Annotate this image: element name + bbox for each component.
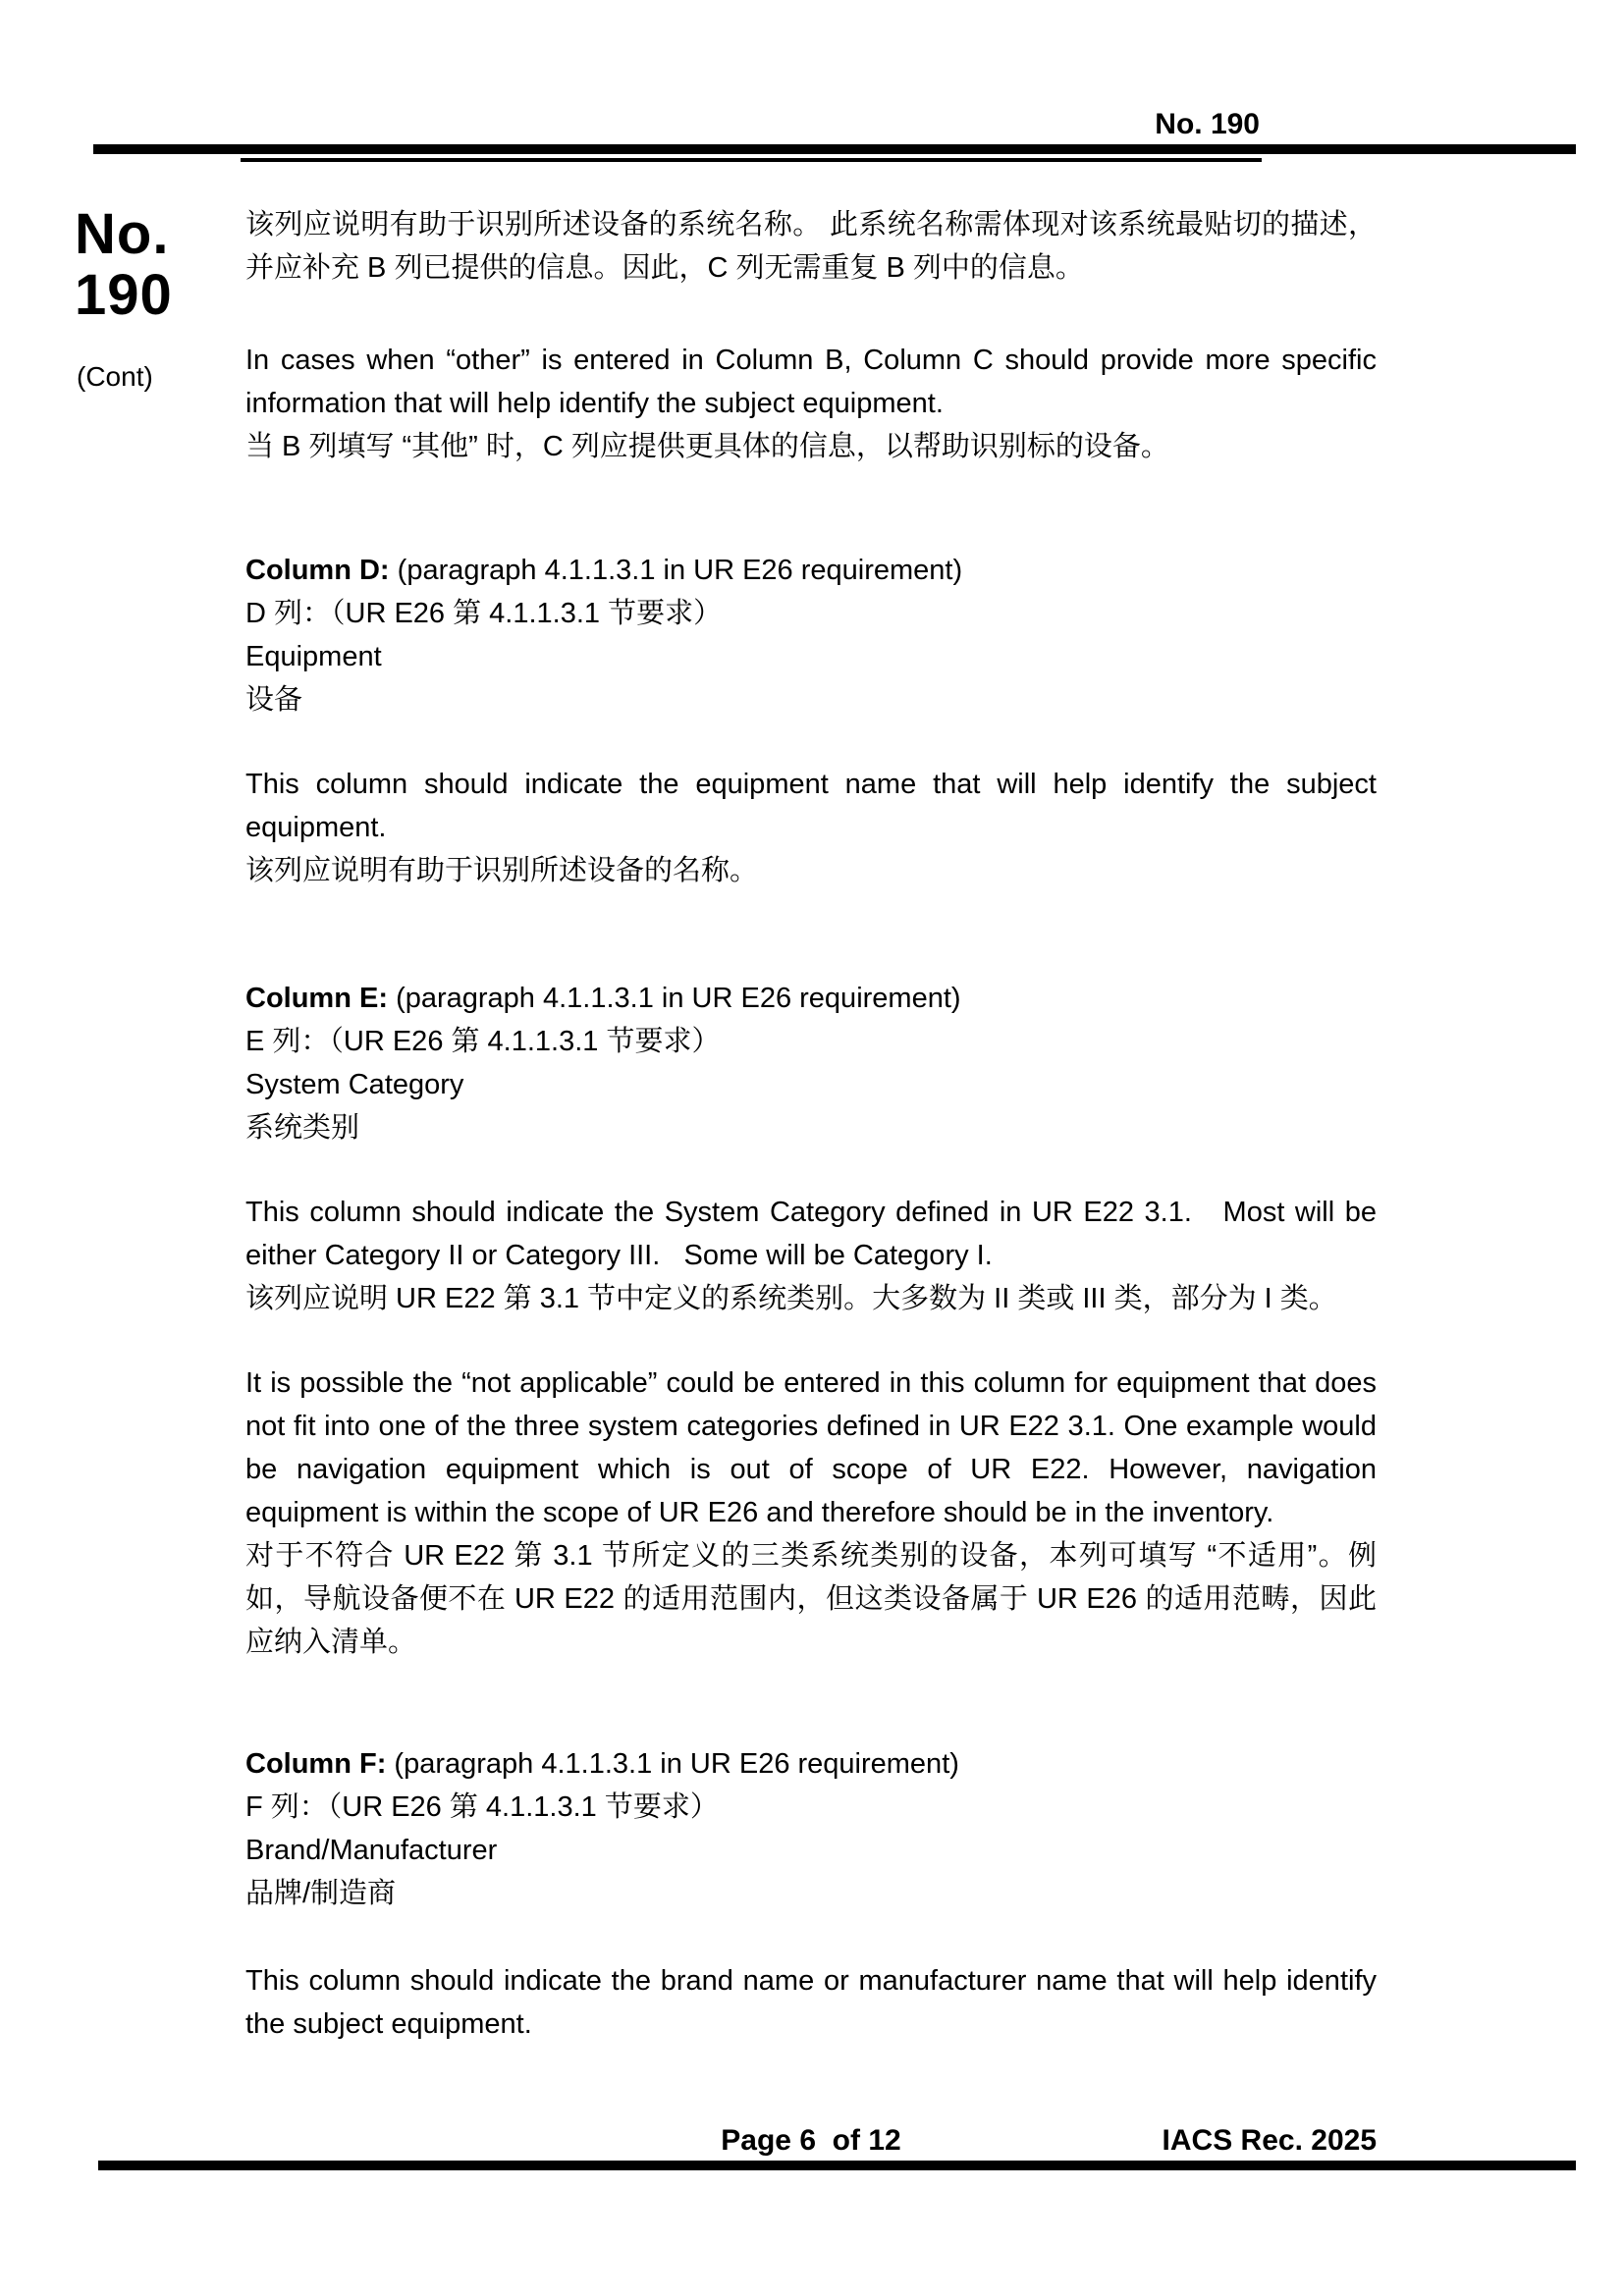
- column-e-heading: [245, 977, 1377, 1020]
- header-rule-thick: [93, 144, 1576, 154]
- document-body: [245, 162, 1377, 2046]
- column-f-heading-zh: F 列：（UR E26 第 4.1.1.3.1 节要求）: [245, 1791, 719, 1823]
- column-d-para-en: This column should indicate the equipment name that will help identify the subject equipment.: [245, 769, 1377, 843]
- page-footer: [245, 2124, 1377, 2158]
- doc-cont-label: (Cont): [77, 361, 153, 392]
- footer-page-number: Page 6 of 12: [721, 2124, 901, 2157]
- footer-rule: [98, 2161, 1576, 2170]
- column-f-term-zh: 品牌/制造商: [245, 1878, 397, 1909]
- column-f-term-en: Brand/Manufacturer: [245, 1835, 498, 1866]
- intro-paragraph-zh: 该列应说明有助于识别所述设备的系统名称。 此系统名称需体现对该系统最贴切的描述， 并应补充 B 列已提供的信息。因此，C 列无需重复 B 列中的信息。: [245, 209, 1377, 284]
- column-e-heading-rest: (paragraph 4.1.1.3.1 in UR E26 requirement): [396, 983, 961, 1014]
- doc-number-line1: No.: [75, 202, 170, 266]
- other-note-zh: 当 B 列填写 “其他” 时，C 列应提供更具体的信息，以帮助识别标的设备。: [245, 431, 1169, 462]
- other-note-en: In cases when “other” is entered in Column B, Column C should provide more specific information that will help identify the subject equipment.: [245, 345, 1377, 419]
- section-column-f-paragraph: [245, 1959, 1377, 2046]
- column-e-para1-zh: 该列应说明 UR E22 第 3.1 节中定义的系统类别。大多数为 II 类或 III 类，部分为 I 类。: [245, 1283, 1337, 1314]
- column-f-heading-bold: Column F:: [245, 1748, 387, 1780]
- column-f-para-en: This column should indicate the brand name or manufacturer name that will help identify the subject equipment.: [245, 1965, 1377, 2040]
- section-column-d-heading: [245, 549, 1377, 721]
- section-column-e-paragraph-2: [245, 1362, 1377, 1664]
- column-e-para2-zh: 对于不符合 UR E22 第 3.1 节所定义的三类系统类别的设备，本列可填写 “不适用”。例如，导航设备便不在 UR E22 的适用范围内，但这类设备属于 UR E26 的适用范畴，因此 应纳入清单。: [245, 1540, 1377, 1658]
- column-d-para-zh: 该列应说明有助于识别所述设备的名称。: [245, 855, 759, 886]
- column-e-heading-bold: Column E:: [245, 983, 388, 1014]
- section-column-f-heading: [245, 1742, 1377, 1915]
- column-d-term-en: Equipment: [245, 641, 382, 672]
- column-d-heading-bold: Column D:: [245, 555, 390, 586]
- column-d-term-zh: 设备: [245, 684, 303, 716]
- column-e-para1-en: This column should indicate the System Category defined in UR E22 3.1. Most will be either Category II or Category III. Some will be Category I.: [245, 1197, 1377, 1271]
- doc-number-block: [75, 204, 202, 393]
- doc-number-line2: 190: [75, 263, 173, 327]
- column-e-term-zh: 系统类别: [245, 1112, 360, 1144]
- column-e-para2-en: It is possible the “not applicable” could be entered in this column for equipment that does not fit into one of the three system categories defined in UR E22 3.1. One example would be navigation equipment which is out of scope of UR E22. However, navigation equipment is within the scope of UR E26 and therefore should be in the inventory.: [245, 1367, 1377, 1528]
- footer-rec-label: IACS Rec. 2025: [1162, 2124, 1377, 2157]
- column-d-heading-zh: D 列：（UR E26 第 4.1.1.3.1 节要求）: [245, 598, 723, 629]
- header-doc-ref: No. 190: [1155, 108, 1260, 140]
- column-d-heading: [245, 549, 1377, 592]
- section-column-d-paragraph: [245, 763, 1377, 892]
- other-note-paragraph: [245, 339, 1377, 468]
- column-f-heading: [245, 1742, 1377, 1786]
- section-column-e-heading: [245, 977, 1377, 1149]
- column-f-heading-rest: (paragraph 4.1.1.3.1 in UR E26 requirement): [394, 1748, 959, 1780]
- section-column-e-paragraph-1: [245, 1191, 1377, 1320]
- column-e-term-en: System Category: [245, 1069, 464, 1100]
- column-d-heading-rest: (paragraph 4.1.1.3.1 in UR E26 requirement): [397, 555, 963, 586]
- column-e-heading-zh: E 列：（UR E26 第 4.1.1.3.1 节要求）: [245, 1026, 721, 1057]
